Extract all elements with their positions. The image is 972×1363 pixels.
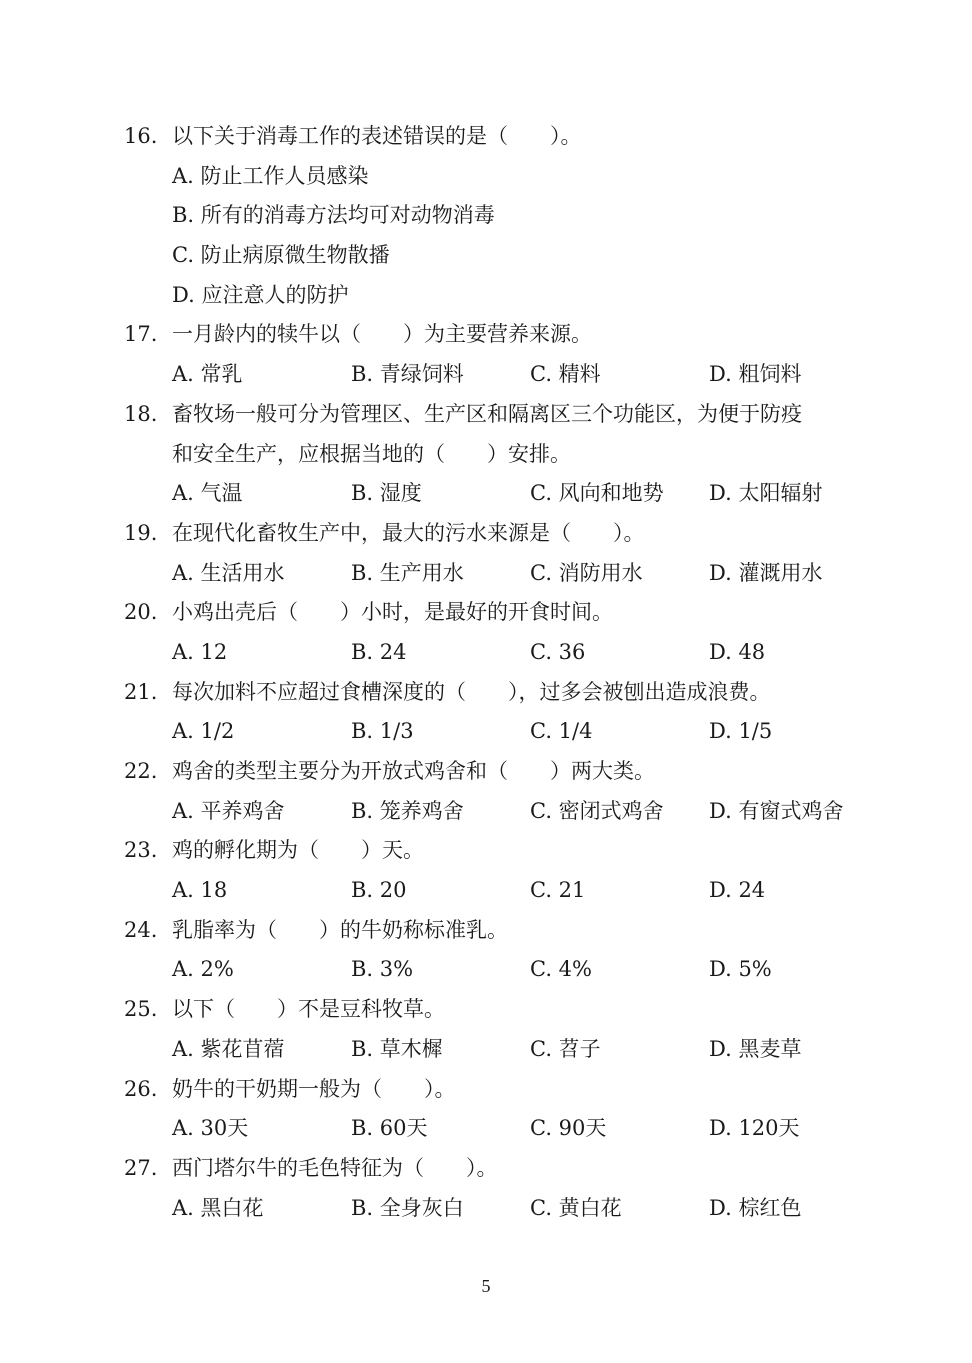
answer-option: A. 黑白花 (172, 1195, 264, 1220)
answer-option: A. 平养鸡舍 (172, 798, 285, 823)
answer-option: B. 生产用水 (351, 560, 464, 585)
question-stem (124, 1070, 864, 1110)
question-text: 一月龄内的犊牛以（ ）为主要营养来源。 (172, 322, 592, 347)
question-text: 畜牧场一般可分为管理区、生产区和隔离区三个功能区，为便于防疫 (172, 401, 802, 426)
answer-option: D. 有窗式鸡舍 (709, 798, 844, 823)
answer-option: A. 常乳 (172, 362, 243, 387)
answer-option: C. 精料 (530, 362, 601, 387)
question-item (124, 911, 864, 990)
question-text: 以下关于消毒工作的表述错误的是（ ）。 (172, 124, 582, 148)
answer-option: A. 防止工作人员感染 (172, 163, 369, 188)
answer-option: B. 20 (351, 878, 407, 903)
question-stem (124, 831, 864, 871)
question-list (124, 117, 864, 1228)
option-row (124, 157, 864, 197)
answer-option: A. 18 (172, 878, 228, 903)
answer-option: C. 36 (530, 639, 586, 664)
answer-option: A. 1/2 (172, 719, 235, 744)
answer-option: D. 应注意人的防护 (172, 282, 349, 307)
question-stem (124, 752, 864, 792)
question-item (124, 990, 864, 1069)
answer-option: D. 120天 (709, 1116, 800, 1141)
answer-option: B. 60天 (351, 1116, 428, 1141)
answer-option: D. 灌溉用水 (709, 560, 823, 585)
option-row (124, 792, 864, 832)
question-stem (124, 673, 864, 713)
answer-option: A. 紫花苜蓿 (172, 1036, 285, 1061)
answer-option: C. 风向和地势 (530, 481, 664, 506)
answer-option: A. 生活用水 (172, 560, 285, 585)
answer-option: D. 24 (709, 878, 766, 903)
question-stem-continued (124, 435, 864, 475)
option-row (124, 1189, 864, 1229)
question-item (124, 1070, 864, 1149)
answer-option: C. 4% (530, 957, 592, 982)
question-number: 20. (124, 600, 158, 625)
answer-option: A. 12 (172, 639, 228, 664)
answer-option: C. 黄白花 (530, 1195, 622, 1220)
answer-option: A. 气温 (172, 481, 243, 506)
question-text: 小鸡出壳后（ ）小时，是最好的开食时间。 (172, 600, 613, 625)
question-text: 和安全生产，应根据当地的（ ）安排。 (172, 441, 571, 466)
question-number: 22. (124, 759, 158, 783)
answer-option: B. 全身灰白 (351, 1195, 464, 1220)
question-item (124, 831, 864, 910)
question-item (124, 315, 864, 394)
question-stem (124, 315, 864, 355)
question-number: 26. (124, 1076, 158, 1101)
question-number: 16. (124, 124, 158, 148)
question-stem (124, 1149, 864, 1189)
answer-option: C. 90天 (530, 1116, 607, 1141)
question-item (124, 752, 864, 831)
option-row (124, 554, 864, 594)
question-text: 鸡的孵化期为（ ）天。 (172, 838, 424, 863)
answer-option: B. 3% (351, 957, 414, 982)
question-item (124, 117, 864, 315)
answer-option: D. 1/5 (709, 719, 773, 744)
option-row (124, 355, 864, 395)
question-number: 24. (124, 917, 158, 942)
answer-option: C. 防止病原微生物散播 (172, 243, 390, 268)
option-row (124, 633, 864, 673)
question-number: 27. (124, 1155, 158, 1180)
question-text: 奶牛的干奶期一般为（ ）。 (172, 1076, 456, 1101)
question-number: 19. (124, 520, 158, 545)
answer-option: D. 太阳辐射 (709, 481, 823, 506)
question-stem (124, 593, 864, 633)
question-number: 25. (124, 997, 158, 1022)
question-item (124, 593, 864, 672)
option-row (124, 950, 864, 990)
answer-option: B. 草木樨 (351, 1036, 443, 1061)
question-number: 21. (124, 679, 158, 704)
question-text: 乳脂率为（ ）的牛奶称标准乳。 (172, 917, 508, 942)
option-row (124, 1109, 864, 1149)
question-text: 在现代化畜牧生产中，最大的污水来源是（ ）。 (172, 520, 645, 545)
option-row (124, 236, 864, 276)
question-number: 17. (124, 322, 158, 347)
page-number: 5 (481, 1276, 491, 1296)
question-item (124, 395, 864, 514)
answer-option: C. 1/4 (530, 719, 593, 744)
answer-option: B. 1/3 (351, 719, 414, 744)
answer-option: C. 密闭式鸡舍 (530, 798, 664, 823)
option-row (124, 474, 864, 514)
option-row (124, 276, 864, 316)
answer-option: A. 2% (172, 957, 234, 982)
question-text: 每次加料不应超过食槽深度的（ ），过多会被刨出造成浪费。 (172, 679, 771, 704)
question-text: 西门塔尔牛的毛色特征为（ ）。 (172, 1155, 498, 1180)
question-stem (124, 990, 864, 1030)
question-stem (124, 911, 864, 951)
answer-option: C. 消防用水 (530, 560, 643, 585)
answer-option: D. 5% (709, 957, 772, 982)
option-row (124, 196, 864, 236)
question-text: 以下（ ）不是豆科牧草。 (172, 997, 445, 1022)
answer-option: B. 24 (351, 639, 407, 664)
answer-option: B. 笼养鸡舍 (351, 798, 464, 823)
question-item (124, 673, 864, 752)
answer-option: D. 粗饲料 (709, 362, 802, 387)
option-row (124, 871, 864, 911)
answer-option: D. 黑麦草 (709, 1036, 802, 1061)
answer-option: A. 30天 (172, 1116, 249, 1141)
answer-option: C. 苕子 (530, 1036, 601, 1061)
option-row (124, 1030, 864, 1070)
question-item (124, 1149, 864, 1228)
answer-option: D. 棕红色 (709, 1195, 802, 1220)
question-text: 鸡舍的类型主要分为开放式鸡舍和（ ）两大类。 (172, 759, 655, 783)
question-number: 18. (124, 401, 158, 426)
question-stem (124, 117, 864, 157)
answer-option: D. 48 (709, 639, 766, 664)
answer-option: C. 21 (530, 878, 586, 903)
answer-option: B. 湿度 (351, 481, 422, 506)
answer-option: B. 青绿饲料 (351, 362, 464, 387)
question-number: 23. (124, 838, 158, 863)
answer-option: B. 所有的消毒方法均可对动物消毒 (172, 203, 495, 228)
option-row (124, 712, 864, 752)
question-stem (124, 395, 864, 435)
question-stem (124, 514, 864, 554)
question-item (124, 514, 864, 593)
